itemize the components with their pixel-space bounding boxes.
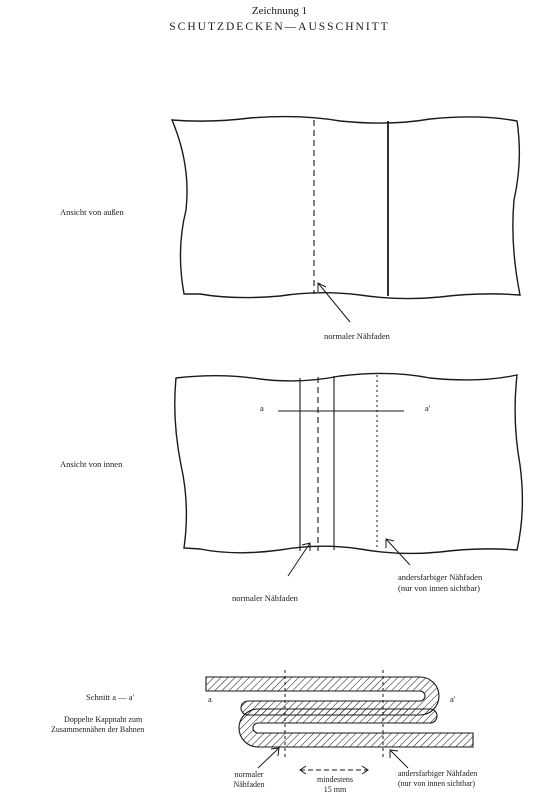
section-callout-right-line (390, 750, 408, 768)
inside-fabric-outline (175, 373, 523, 553)
section-cut-drawing (206, 670, 473, 774)
section-callout-left-line (258, 748, 279, 768)
inside-view-label: Ansicht von innen (60, 459, 123, 469)
section-callout-left-1: normaler (234, 770, 264, 779)
section-description-2: Zusammennähen der Bahnen (51, 725, 145, 734)
inside-callout-right-label-1: andersfarbiger Nähfaden (398, 572, 483, 582)
inner-fabric-layer (239, 709, 473, 747)
section-cut-marker-a-prime: a' (450, 694, 456, 704)
dimension-label-2: 15 mm (323, 785, 347, 794)
drawing-number: Zeichnung 1 (251, 5, 308, 17)
outside-view-label: Ansicht von außen (60, 207, 124, 217)
section-callout-right-2: (nur von innen sichtbar) (398, 779, 476, 788)
outside-callout-line (318, 283, 350, 322)
inside-callout-right-label-2: (nur von innen sichtbar) (398, 583, 480, 593)
section-marker-a: a (260, 403, 264, 413)
outside-fabric-outline (172, 117, 520, 299)
section-marker-a-prime: a' (425, 403, 431, 413)
section-description-1: Doppelte Kappnaht zum (64, 715, 143, 724)
section-label: Schnitt a — a' (86, 692, 135, 702)
section-cut-marker-a: a (208, 694, 212, 704)
inside-callout-left-label: normaler Nähfaden (232, 593, 298, 603)
inside-view-panel (175, 373, 523, 576)
dimension-label-1: mindestens (317, 775, 353, 784)
drawing-title: SCHUTZDECKEN—AUSSCHNITT (169, 21, 390, 33)
section-callout-left-2: Nähfaden (233, 780, 265, 789)
outside-view-panel (172, 117, 520, 322)
section-callout-right-1: andersfarbiger Nähfaden (398, 769, 478, 778)
outside-callout-label: normaler Nähfaden (324, 331, 390, 341)
